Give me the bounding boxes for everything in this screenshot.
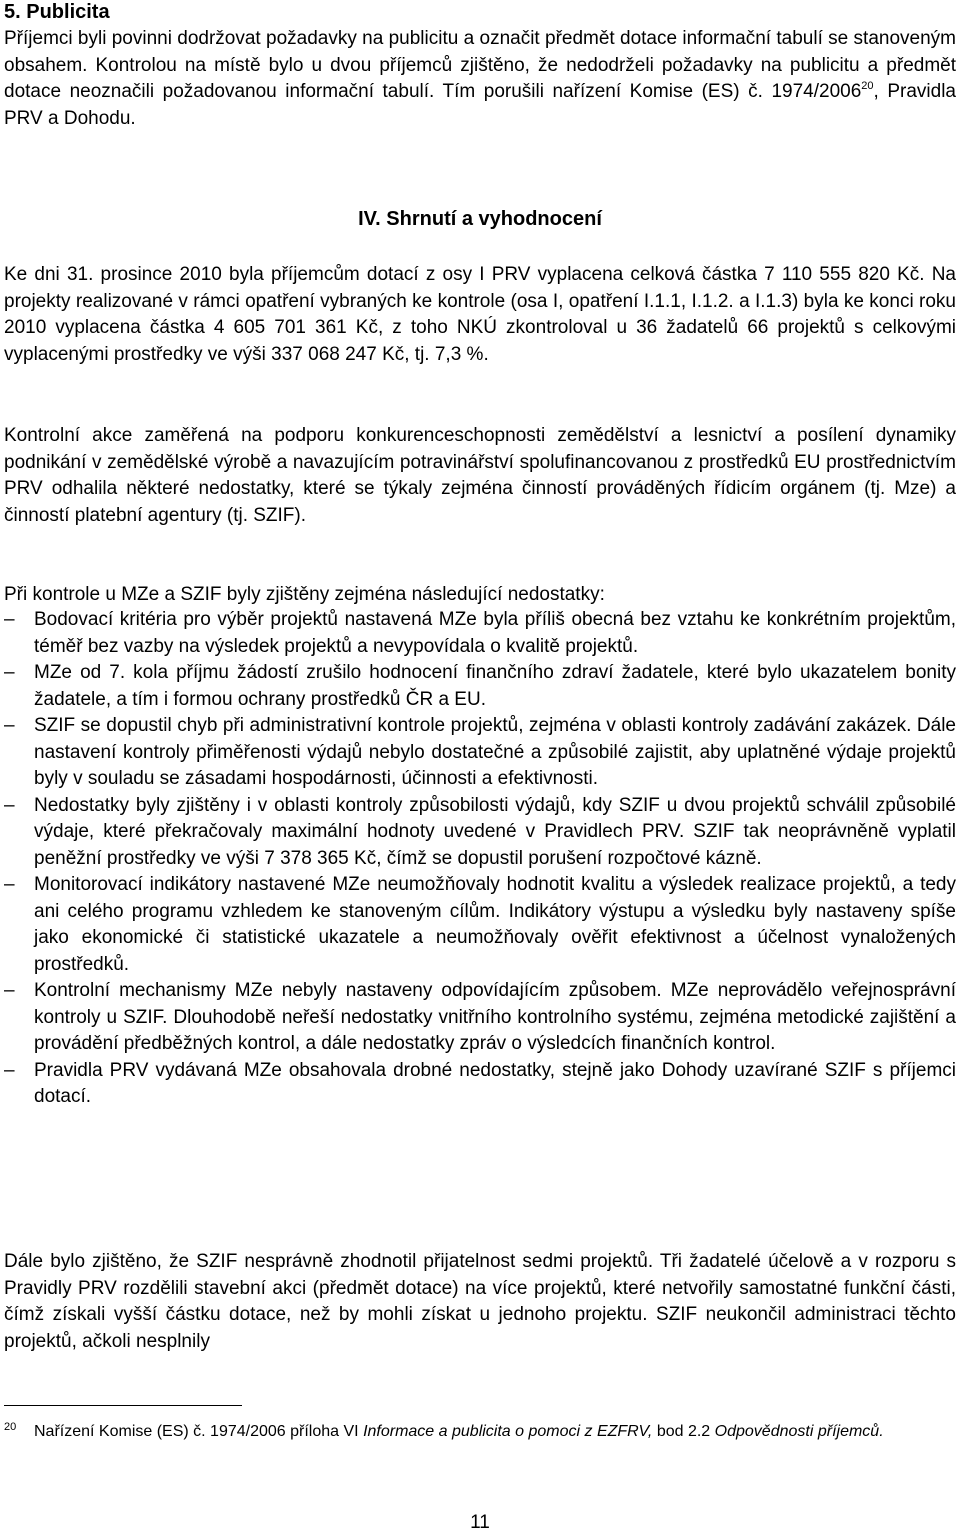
publicity-paragraph	[4, 26, 956, 132]
finding-text: SZIF se dopustil chyb při administrativní kontrole projektů, zejména v oblasti kontroly zadávání zakázek. Dále nastavení kontroly přiměřenosti výdajů nebylo dostatečné a způsobilé zajistit, aby uplatněné výdaje projektů byly v souladu se zásadami hospodárnosti, účinnosti a efektivnosti.	[34, 715, 956, 789]
dash-bullet: –	[4, 609, 15, 630]
finding-item	[4, 793, 956, 873]
page-number: 11	[470, 1512, 490, 1533]
footnote-number: 20	[4, 1421, 17, 1433]
document-page	[4, 0, 956, 1537]
footnote-text-italic: Informace a publicita o pomoci z EZFRV,	[363, 1423, 653, 1440]
dash-bullet: –	[4, 662, 15, 683]
finding-text: Kontrolní mechanismy MZe nebyly nastaveny odpovídajícím způsobem. MZe neprovádělo veřejnosprávní kontroly u SZIF. Dlouhodobě neřeší nedostatky vnitřního kontrolního systému, zejména metodické zajištění a provádění předběžných kontrol, a dále nedostatky zpráv o výsledcích finančních kontrol.	[34, 980, 956, 1054]
dash-bullet: –	[4, 980, 15, 1001]
dash-bullet: –	[4, 715, 15, 736]
footnote-text-part: Nařízení Komise (ES) č. 1974/2006 příloha VI	[34, 1423, 364, 1440]
publicity-text: Příjemci byli povinni dodržovat požadavky na publicitu a označit předmět dotace informační tabulí se stanoveným obsahem. Kontrolou na místě bylo u dvou příjemců zjištěno, že nedodrželi požadavky na publicitu a předmět dotace neoznačili požadovanou informační tabulí. Tím porušili nařízení Komise (ES) č. 1974/2006	[4, 28, 956, 102]
footnote-text	[4, 1420, 956, 1443]
finding-text: MZe od 7. kola příjmu žádostí zrušilo hodnocení finančního zdraví žadatele, které bylo ukazatelem bonity žadatele, a tím i formou ochrany prostředků ČR a EU.	[34, 662, 956, 710]
finding-item	[4, 607, 956, 660]
footnote-text-part: bod 2.2	[652, 1423, 715, 1440]
finding-text: Monitorovací indikátory nastavené MZe neumožňovaly hodnotit kvalitu a výsledek realizace projektů, a tedy ani celého programu vzhledem ke stanoveným cílům. Indikátory výstupu a výsledku byly nastaveny spíše jako ekonomické či statistické ukazatele a neumožňovaly ověřit efektivnost a účelnost vynaložených prostředků.	[34, 874, 956, 975]
finding-text: Nedostatky byly zjištěny i v oblasti kontroly způsobilosti výdajů, kdy SZIF u dvou projektů schválil způsobilé výdaje, které překračovaly maximální hodnoty uvedené v Pravidlech PRV. SZIF tak neoprávněně vyplatil peněžní prostředky ve výši 7 378 365 Kč, čímž se dopustil porušení rozpočtové kázně.	[34, 794, 956, 869]
findings-list	[4, 607, 956, 1111]
summary-paragraph: Ke dni 31. prosince 2010 byla příjemcům dotací z osy I PRV vyplacena celková částka 7 110 555 820 Kč. Na projekty realizované v rámci opatření vybraných ke kontrole (osa I, opatření I.1.1, I.1.2. a I.1.3) byla ke konci roku 2010 vyplacena částka 4 605 701 361 Kč, z toho NKÚ zkontroloval u 36 žadatelů 66 projektů s celkovými vyplacenými prostředky ve výši 337 068 247 Kč, tj. 7,3 %.	[4, 264, 956, 365]
footnote-reference: 20	[861, 80, 874, 92]
finding-item	[4, 713, 956, 793]
findings-intro: Při kontrole u MZe a SZIF byly zjištěny zejména následující nedostatky:	[4, 584, 605, 605]
finding-item	[4, 978, 956, 1058]
chapter-heading: IV. Shrnutí a vyhodnocení	[358, 208, 602, 230]
control-paragraph: Kontrolní akce zaměřená na podporu konkurenceschopnosti zemědělství a lesnictví a posílení dynamiky podnikání v zemědělské výrobě a navazujícím potravinářství spolufinancovanou z prostředků EU prostřednictvím PRV odhalila některé nedostatky, které se týkaly zejména činností prováděných řídicím orgánem (tj. Mze) a činností platební agentury (tj. SZIF).	[4, 425, 956, 526]
closing-paragraph: Dále bylo zjištěno, že SZIF nesprávně zhodnotil přijatelnost sedmi projektů. Tři žadatelé účelově a v rozporu s Pravidly PRV rozdělili stavební akci (předmět dotace) na více projektů, které netvořily samostatné funkční části, čímž získali vyšší částku dotace, než by mohli získat u jednoho projektu. SZIF neukončil administraci těchto projektů, ačkoli nesplnily	[4, 1251, 956, 1352]
finding-text: Pravidla PRV vydávaná MZe obsahovala drobné nedostatky, stejně jako Dohody uzavírané SZIF s příjemci dotací.	[34, 1059, 956, 1107]
dash-bullet: –	[4, 1059, 15, 1081]
finding-item	[4, 660, 956, 713]
finding-text: Bodovací kritéria pro výběr projektů nastavená MZe byla příliš obecná bez vztahu ke konkrétním projektům, téměř bez vazby na výsledek projektů a nevypovídala o kvalitě projektů.	[34, 609, 956, 657]
dash-bullet: –	[4, 794, 15, 816]
footnote-text-italic: Odpovědnosti příjemců.	[714, 1423, 884, 1440]
footnote-separator	[4, 1405, 242, 1406]
finding-item	[4, 872, 956, 978]
footnote	[4, 1420, 956, 1443]
dash-bullet: –	[4, 874, 15, 895]
section-heading: 5. Publicita	[4, 1, 110, 23]
publicity-text-end: , Pravidla PRV a Dohodu.	[4, 81, 956, 129]
finding-item	[4, 1058, 956, 1111]
